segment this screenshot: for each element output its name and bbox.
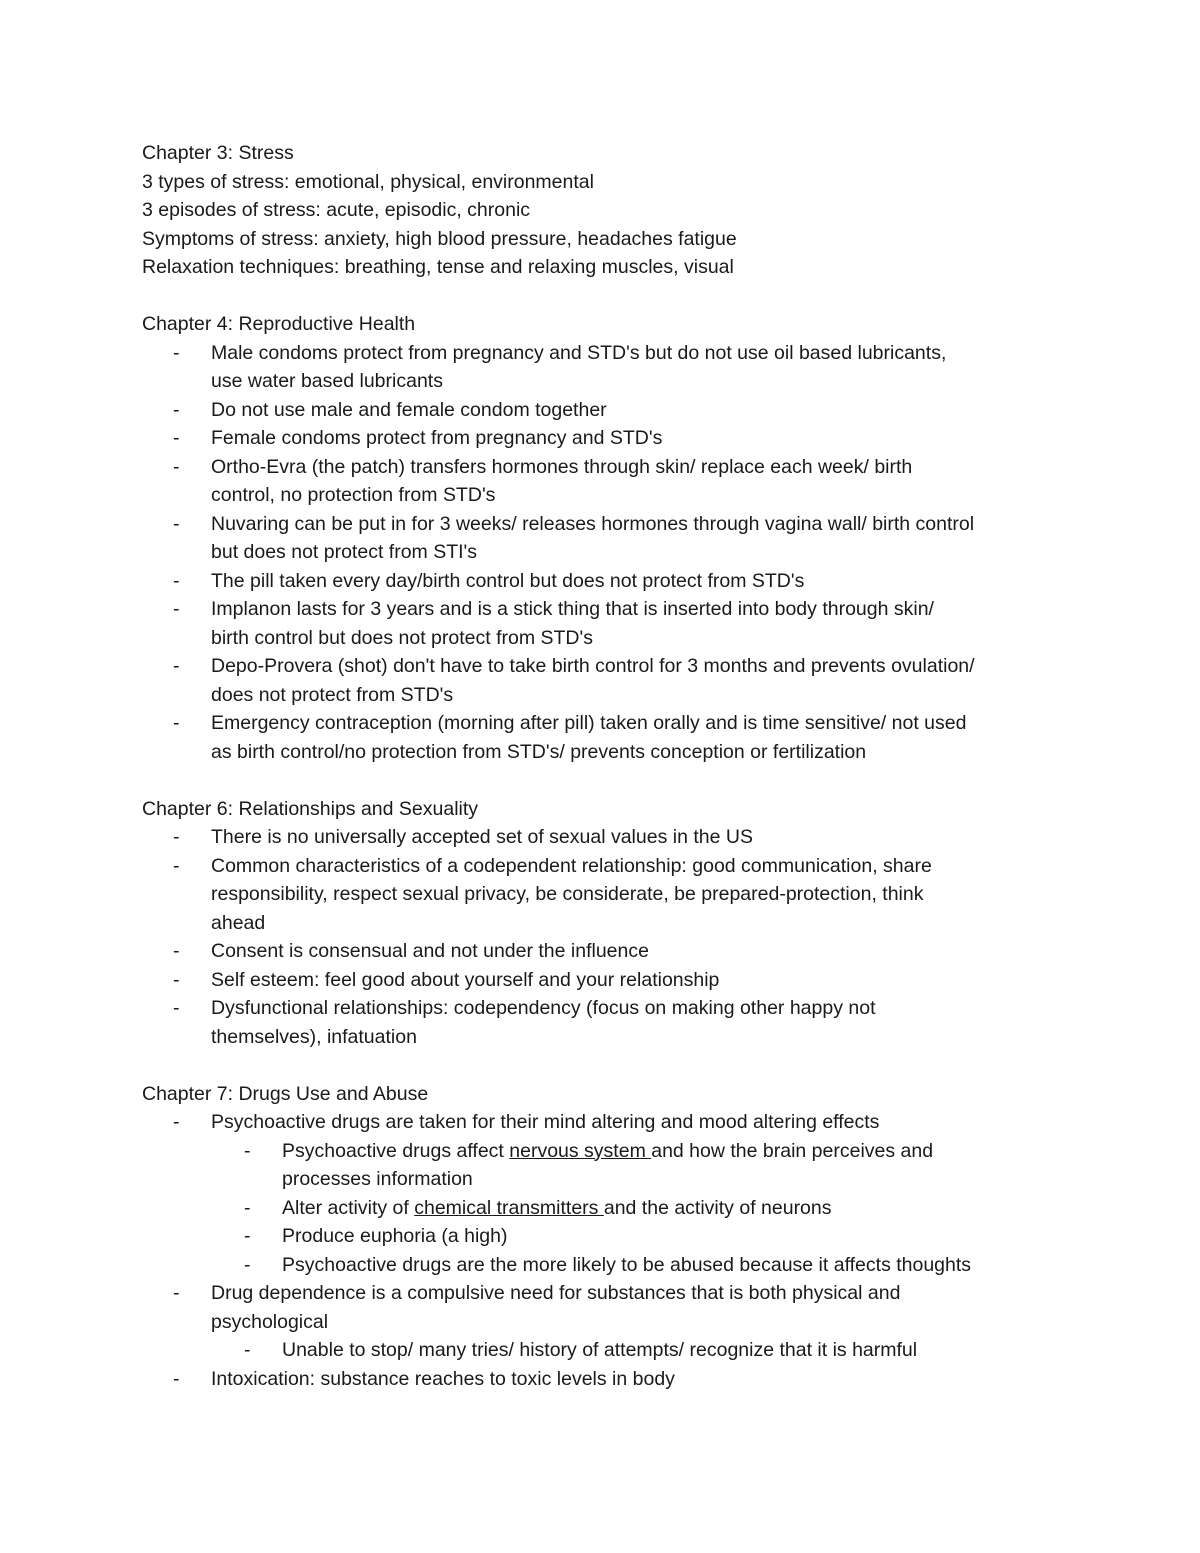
underlined-term: nervous system [509, 1139, 652, 1162]
list-item [142, 994, 1072, 1051]
bullet-dash: - [173, 341, 180, 364]
list-item [142, 966, 1072, 995]
list-item-text: ahead [211, 911, 266, 934]
list-item-text: Dysfunctional relationships: codependency (focus on making other happy not [211, 997, 876, 1019]
spacer [142, 1051, 1072, 1080]
list-item [142, 652, 1072, 709]
bullet-dash: - [173, 1367, 180, 1390]
sub-list-item [142, 1336, 1072, 1365]
list-item-text: Do not use male and female condom together [211, 398, 607, 421]
list-item-text: does not protect from STD's [211, 683, 454, 706]
bullet-dash: - [244, 1225, 251, 1247]
sub-list-item [142, 1251, 1072, 1280]
list-item-text: psychological [211, 1310, 329, 1333]
list-item-text: but does not protect from STI's [211, 541, 478, 563]
list-item-text: processes information [282, 1168, 473, 1190]
list-item [142, 1279, 1072, 1336]
list-item [142, 1365, 1072, 1394]
list-item-text: Depo-Provera (shot) don't have to take birth control for 3 months and prevents ovulation/ [211, 655, 975, 677]
list-item [142, 424, 1072, 453]
bullet-dash: - [173, 512, 180, 535]
list-item-text: Consent is consensual and not under the influence [211, 940, 649, 962]
list-item [142, 396, 1072, 425]
bullet-dash: - [173, 1282, 180, 1304]
bullet-dash: - [173, 1111, 180, 1133]
bullet-dash: - [173, 427, 180, 449]
list-item-text: Emergency contraception (morning after pill) taken orally and is time sensitive/ not used [211, 712, 967, 734]
sub-list-item [142, 1194, 1072, 1223]
list-item-text: Psychoactive drugs are the more likely to be abused because it affects thoughts [282, 1253, 972, 1276]
chapter-7-section [142, 1080, 1072, 1394]
bullet-dash: - [244, 1196, 251, 1219]
stress-symptoms-line: Symptoms of stress: anxiety, high blood pressure, headaches fatigue [142, 227, 737, 250]
bullet-dash: - [173, 712, 180, 734]
chapter-4-heading: Chapter 4: Reproductive Health [142, 313, 416, 335]
list-item [142, 595, 1072, 652]
text-run: Psychoactive drugs affect [282, 1139, 510, 1162]
bullet-dash: - [173, 940, 180, 962]
text-run: Alter activity of [282, 1196, 415, 1219]
bullet-dash: - [173, 826, 180, 848]
list-item-text: Implanon lasts for 3 years and is a stick thing that is inserted into body through skin/ [211, 598, 934, 620]
bullet-dash: - [173, 997, 180, 1019]
chapter-6-list [142, 823, 1072, 1051]
list-item-text: Drug dependence is a compulsive need for substances that is both physical and [211, 1282, 901, 1304]
list-item-text: Common characteristics of a codependent relationship: good communication, share [211, 854, 932, 877]
text-run: and the activity of neurons [603, 1196, 832, 1219]
list-item-text: Nuvaring can be put in for 3 weeks/ releases hormones through vagina wall/ birth control [211, 512, 975, 535]
chapter-4-list [142, 339, 1072, 767]
list-item-text: responsibility, respect sexual privacy, be considerate, be prepared-protection, think [211, 883, 924, 905]
list-item [142, 823, 1072, 852]
bullet-dash: - [173, 569, 180, 592]
chapter-4-section [142, 310, 1072, 766]
list-item-text: Intoxication: substance reaches to toxic levels in body [211, 1367, 675, 1390]
list-item-text [282, 1194, 1072, 1223]
list-item-text: Produce euphoria (a high) [282, 1225, 508, 1247]
list-item-text [282, 1137, 1072, 1166]
bullet-dash: - [244, 1253, 251, 1276]
relaxation-techniques-line: Relaxation techniques: breathing, tense and relaxing muscles, visual [142, 256, 734, 278]
spacer [142, 766, 1072, 795]
document-page [142, 139, 1072, 1393]
chapter-7-heading: Chapter 7: Drugs Use and Abuse [142, 1082, 429, 1105]
list-item-text: Unable to stop/ many tries/ history of attempts/ recognize that it is harmful [282, 1339, 918, 1361]
bullet-dash: - [173, 854, 180, 877]
list-item [142, 510, 1072, 567]
list-item-text: There is no universally accepted set of sexual values in the US [211, 826, 753, 848]
list-item-text: use water based lubricants [211, 370, 443, 392]
list-item-text: Ortho-Evra (the patch) transfers hormones through skin/ replace each week/ birth [211, 455, 913, 478]
sub-list-item [142, 1222, 1072, 1251]
bullet-dash: - [173, 598, 180, 620]
list-item-text: as birth control/no protection from STD's/ prevents conception or fertilization [211, 740, 867, 763]
bullet-dash: - [173, 398, 180, 421]
list-item-text: Psychoactive drugs are taken for their mind altering and mood altering effects [211, 1111, 880, 1133]
stress-types-line: 3 types of stress: emotional, physical, environmental [142, 170, 594, 193]
list-item-text: control, no protection from STD's [211, 484, 496, 506]
chapter-3-section [142, 139, 1072, 282]
list-item-text: Self esteem: feel good about yourself and your relationship [211, 968, 720, 991]
bullet-dash: - [173, 455, 180, 478]
bullet-dash: - [173, 968, 180, 991]
list-item-text: The pill taken every day/birth control but does not protect from STD's [211, 569, 805, 592]
chapter-6-heading: Chapter 6: Relationships and Sexuality [142, 797, 479, 820]
stress-episodes-line: 3 episodes of stress: acute, episodic, chronic [142, 199, 531, 221]
list-item-text: themselves), infatuation [211, 1025, 417, 1048]
list-item [142, 567, 1072, 596]
bullet-dash: - [244, 1139, 251, 1162]
list-item [142, 453, 1072, 510]
text-run: and how the brain perceives and [651, 1139, 934, 1162]
spacer [142, 282, 1072, 311]
underlined-term: chemical transmitters [414, 1196, 604, 1219]
list-item [142, 339, 1072, 396]
list-item [142, 937, 1072, 966]
bullet-dash: - [244, 1339, 251, 1361]
list-item-text: birth control but does not protect from STD's [211, 626, 593, 649]
list-item-text: Female condoms protect from pregnancy and STD's [211, 427, 663, 449]
list-item [142, 852, 1072, 938]
chapter-6-section [142, 795, 1072, 1052]
bullet-dash: - [173, 655, 180, 677]
list-item [142, 709, 1072, 766]
sub-list-item [142, 1137, 1072, 1194]
chapter-3-heading: Chapter 3: Stress [142, 142, 294, 164]
list-item-text: Male condoms protect from pregnancy and STD's but do not use oil based lubricants, [211, 341, 947, 364]
list-item [142, 1108, 1072, 1137]
